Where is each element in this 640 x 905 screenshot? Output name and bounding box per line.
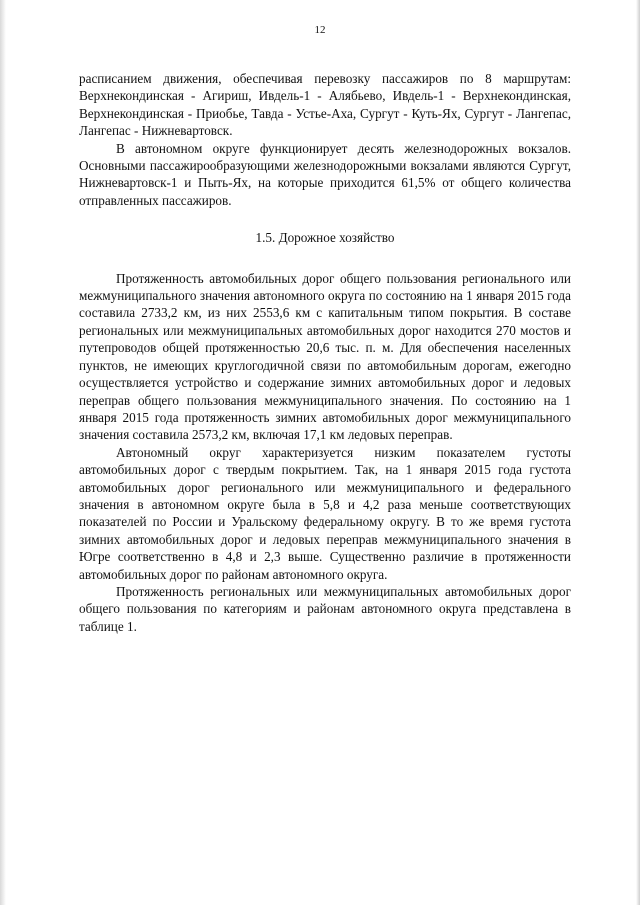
scan-edge-left: [0, 0, 6, 905]
page-number: 12: [314, 24, 326, 36]
document-body: [79, 70, 571, 635]
paragraph-railway-stations: В автономном округе функционирует десять железнодорожных вокзалов. Основными пассажирообразующими железнодорожными вокзалами являются Сургут, Нижневартовск-1 и Пыть-Ях, на которые приходится 61,5% от общего количества отправленных пассажиров.: [79, 140, 571, 208]
paragraph-routes: расписанием движения, обеспечивая перевозку пассажиров по 8 маршрутам: Верхнекондинская - Агириш, Ивдель-1 - Алябьево, Ивдель-1 - Верхнекондинская, Верхнекондинская - Приобье, Тавда - Устье-Аха, Сургут - Куть-Ях, Сургут - Лангепас, Лангепас - Нижневартовск.: [79, 71, 571, 139]
scan-edge-right: [636, 0, 640, 905]
section-heading: 1.5. Дорожное хозяйство: [255, 230, 395, 246]
paragraph-table-reference: Протяженность региональных или межмуниципальных автомобильных дорог общего пользования по категориям и районам автономного округа представлена в таблице 1.: [79, 583, 571, 634]
paragraph-road-density: Автономный округ характеризуется низким показателем густоты автомобильных дорог с твердым покрытием. Так, на 1 января 2015 года густота автомобильных дорог регионального или межмуниципального и федерального значения в автономном округе была в 5,8 и 4,2 раза меньше соответствующих показателей по России и Уральскому федеральному округу. В то же время густота зимних автомобильных дорог и ледовых переправ межмуниципального значения в Югре соответственно в 4,8 и 2,3 выше. Существенно различие в протяженности автомобильных дорог по районам автономного округа.: [79, 444, 571, 582]
paragraph-road-length: Протяженность автомобильных дорог общего пользования регионального или межмуниципального значения автономного округа по состоянию на 1 января 2015 года составила 2733,2 км, из них 2553,6 км с капитальным типом покрытия. В составе региональных или межмуниципальных автомобильных дорог находится 270 мостов и путепроводов общей протяженностью 20,6 тыс. п. м. Для обеспечения населенных пунктов, не имеющих круглогодичной связи по автомобильным дорогам, ежегодно осуществляется устройство и содержание зимних автомобильных дорог и ледовых переправ общего пользования межмуниципального значения. По состоянию на 1 января 2015 года протяженность зимних автомобильных дорог межмуниципального значения составила 2573,2 км, включая 17,1 км ледовых переправ.: [79, 270, 571, 443]
